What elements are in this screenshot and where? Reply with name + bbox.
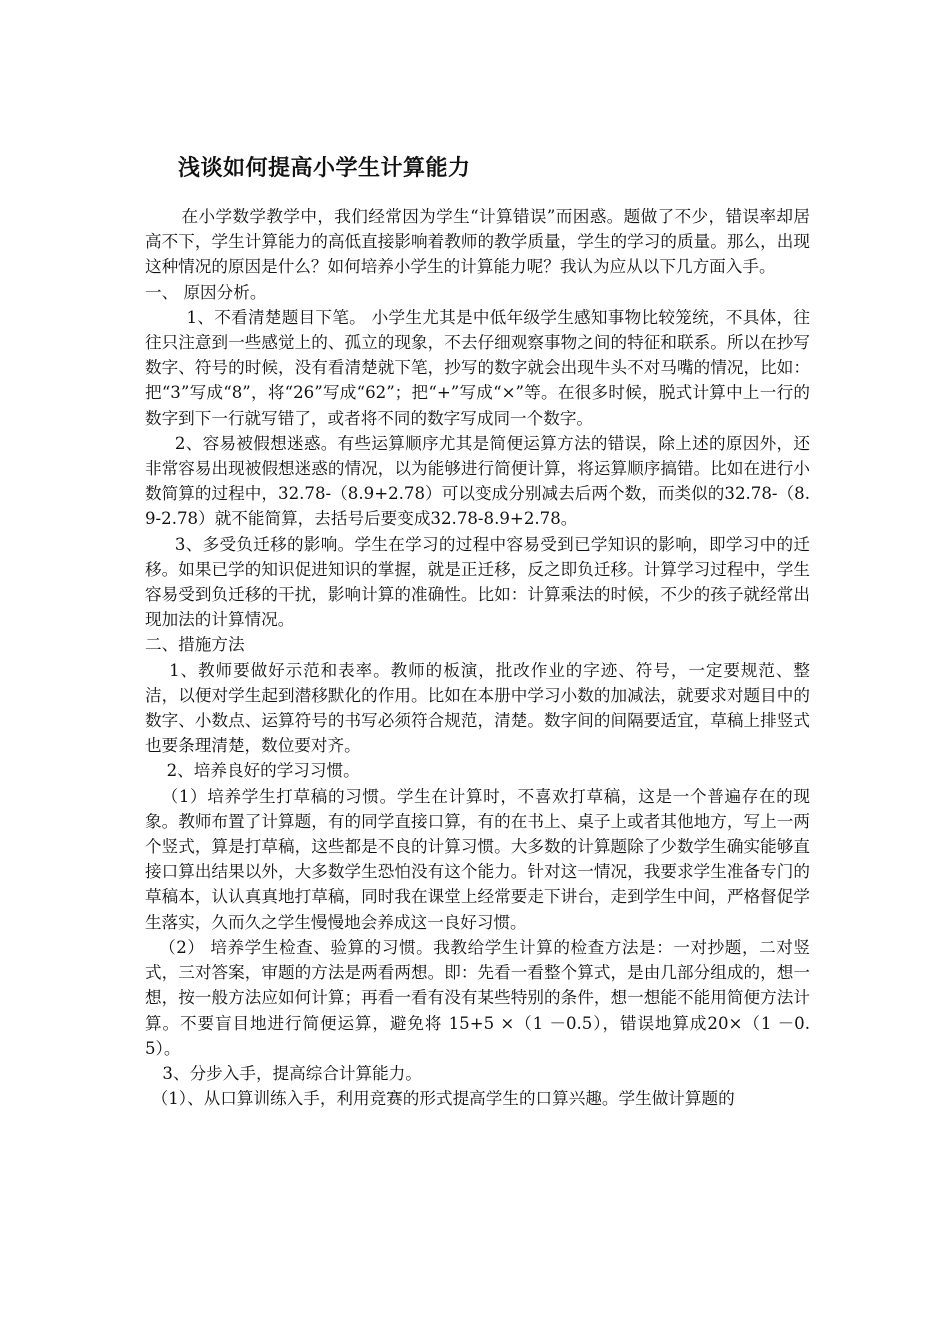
measure-paragraph-1: 1、教师要做好示范和表率。教师的板演，批改作业的字迹、符号，一定要规范、整洁，以便对学生起到潜移默化的作用。比如在本册中学习小数的加减法，就要求对题目中的数字、小数点、运算符号的书写必须符合规范，清楚。数字间的间隔要适宜，草稿上排竖式也要条理清楚，数位要对齐。: [145, 660, 810, 756]
cause-paragraph-1: 1、不看清楚题目下笔。 小学生尤其是中低年级学生感知事物比较笼统，不具体，往往只注意到一些感觉上的、孤立的现象，不去仔细观察事物之间的特征和联系。所以在抄写数字、符号的时候，没有看清楚就下笔，抄写的数字就会出现牛头不对马嘴的情况，比如：把“3”写成“8”，将“26”写成“62”；把“+”写成“×”等。在很多时候，脱式计算中上一行的数字到下一行就写错了，或者将不同的数字写成同一个数字。: [145, 307, 810, 428]
step-paragraph-1: （1）、从口算训练入手，利用竞赛的形式提高学生的口算兴趣。学生做计算题的: [151, 1089, 735, 1109]
habit-paragraph-1: （1）培养学生打草稿的习惯。学生在计算时，不喜欢打草稿，这是一个普遍存在的现象。教师布置了计算题，有的同学直接口算，有的在书上、桌子上或者其他地方，写上一两个竖式，算是打草稿，这些都是不良的计算习惯。大多数的计算题除了少数学生确实能够直接口算出结果以外，大多数学生恐怕没有这个能力。针对这一情况，我要求学生准备专门的草稿本，认认真真地打草稿，同时我在课堂上经常要走下讲台，走到学生中间，严格督促学生落实，久而久之学生慢慢地会养成这一良好习惯。: [145, 786, 810, 932]
habit-paragraph-2: （2） 培养学生检查、验算的习惯。我教给学生计算的检查方法是：一对抄题，二对竖式，三对答案，审题的方法是两看两想。即：先看一看整个算式，是由几部分组成的，想一想，按一般方法应如何计算；再看一看有没有某些特别的条件，想一想能不能用简便方法计算。不要盲目地进行简便运算，避免将 15+5 ×（1 －0.5），错误地算成20×（1 －0.5）。: [145, 937, 810, 1058]
cause-paragraph-2: 2、容易被假想迷惑。有些运算顺序尤其是简便运算方法的错误，除上述的原因外，还非常容易出现被假想迷惑的情况，以为能够进行简便计算，将运算顺序搞错。比如在进行小数简算的过程中，32.78-（8.9+2.78）可以变成分别减去后两个数，而类似的32.78-（8.9-2.78）就不能简算，去括号后要变成32.78-8.9+2.78。: [145, 433, 810, 529]
measure-paragraph-2: 2、培养良好的学习习惯。: [166, 761, 360, 781]
measure-paragraph-3: 3、分步入手，提高综合计算能力。: [162, 1063, 422, 1083]
cause-paragraph-3: 3、多受负迁移的影响。学生在学习的过程中容易受到已学知识的影响，即学习中的迁移。如果已学的知识促进知识的掌握，就是正迁移，反之即负迁移。计算学习过程中，学生容易受到负迁移的干扰，影响计算的准确性。比如：计算乘法的时候，不少的孩子就经常出现加法的计算情况。: [145, 534, 810, 630]
section-heading-measures: 二、措施方法: [145, 635, 245, 655]
intro-paragraph: 在小学数学教学中，我们经常因为学生“计算错误”而困惑。题做了不少，错误率却居高不下，学生计算能力的高低直接影响着教师的教学质量，学生的学习的质量。那么，出现这种情况的原因是什么？如何培养小学生的计算能力呢？我认为应从以下几方面入手。: [145, 207, 810, 277]
document-body: [145, 204, 810, 1111]
section-heading-causes: 一、 原因分析。: [145, 282, 267, 302]
document-title: 浅谈如何提高小学生计算能力: [178, 156, 471, 181]
